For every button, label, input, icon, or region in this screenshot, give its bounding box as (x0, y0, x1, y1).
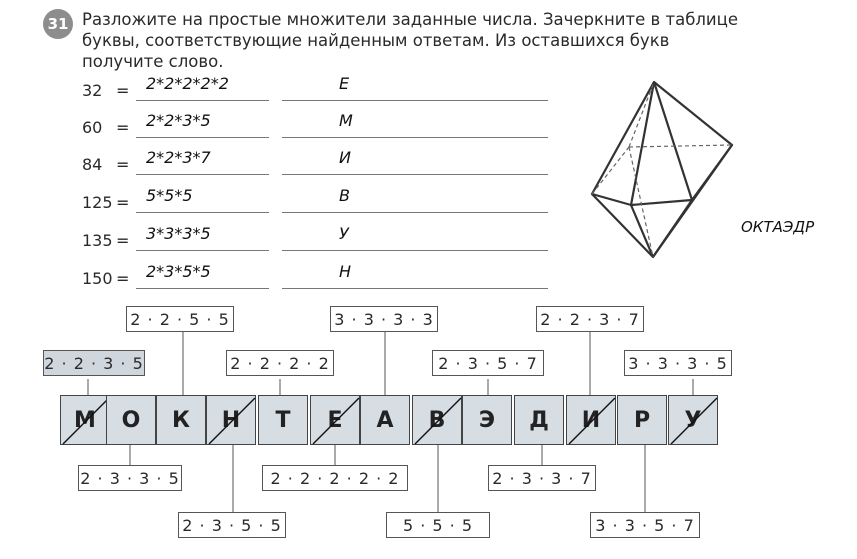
row-letter: Н (339, 262, 352, 281)
letter-cell (668, 395, 718, 445)
factor-box: 2 · 2 · 2 · 2 · 2 (262, 465, 408, 491)
factor-box: 3 · 3 · 3 · 3 (330, 306, 438, 332)
row-answer: 5*5*5 (146, 186, 193, 205)
row-letter: И (339, 148, 351, 167)
factor-box: 3 · 3 · 3 · 5 (624, 350, 732, 376)
letter-cell (206, 395, 256, 445)
equals-sign: = (116, 269, 130, 288)
factor-box: 2 · 3 · 3 · 7 (488, 465, 596, 491)
letter: А (376, 407, 394, 433)
letter: Т (275, 407, 291, 433)
factor-box: 2 · 2 · 2 · 2 (226, 350, 334, 376)
letter-cell (360, 395, 410, 445)
answer-word: ОКТАЭДР (741, 218, 815, 236)
letter: У (684, 407, 702, 433)
equals-sign: = (116, 118, 130, 137)
row-number: 150 (82, 269, 113, 288)
factor-box: 2 · 2 · 3 · 5 (43, 350, 145, 376)
cross-out-mark (311, 396, 361, 446)
cross-out-mark (567, 396, 617, 446)
letter: Р (633, 407, 651, 433)
letter: Э (478, 407, 496, 433)
cross-out-mark (669, 396, 719, 446)
factor-box: 5 · 5 · 5 (386, 512, 490, 538)
equals-sign: = (116, 193, 130, 212)
row-letter: М (339, 111, 353, 130)
row-number: 60 (82, 118, 103, 137)
factor-box: 2 · 3 · 5 · 5 (178, 512, 286, 538)
letter-cell (310, 395, 360, 445)
row-number: 135 (82, 231, 113, 250)
row-letter: У (339, 224, 349, 243)
letter: Н (221, 407, 241, 433)
row-number: 125 (82, 193, 113, 212)
task-text: Разложите на простые множители заданные числа. Зачеркните в таблице буквы, соответствующие найденным ответам. Из оставшихся букв получите слово. (82, 10, 739, 71)
letter-cell (258, 395, 308, 445)
factor-box: 2 · 2 · 5 · 5 (126, 306, 234, 332)
factor-box: 2 · 2 · 3 · 7 (536, 306, 644, 332)
letter: Е (327, 407, 343, 433)
factor-box: 2 · 3 · 3 · 5 (78, 465, 182, 491)
letter: И (581, 407, 601, 433)
factor-box: 2 · 3 · 5 · 7 (432, 350, 544, 376)
letter-cell (106, 395, 156, 445)
letter-cell (617, 395, 667, 445)
factor-box: 3 · 3 · 5 · 7 (590, 512, 700, 538)
equals-sign: = (116, 231, 130, 250)
row-letter: Е (339, 74, 350, 93)
letter-cell (462, 395, 512, 445)
letter-cell (566, 395, 616, 445)
cross-out-mark (207, 396, 257, 446)
letter: В (428, 407, 446, 433)
letter: М (74, 407, 96, 433)
letter: Д (529, 407, 549, 433)
row-letter: В (339, 186, 350, 205)
letter: О (121, 407, 141, 433)
task-number-badge: 31 (43, 9, 73, 39)
equals-sign: = (116, 81, 130, 100)
row-answer: 2*2*3*5 (146, 111, 211, 130)
letter: К (172, 407, 190, 433)
letter-cell (514, 395, 564, 445)
letter-cell (156, 395, 206, 445)
row-answer: 2*2*3*7 (146, 148, 211, 167)
cross-out-mark (61, 396, 111, 446)
row-number: 84 (82, 155, 103, 174)
cross-out-mark (413, 396, 463, 446)
equals-sign: = (116, 155, 130, 174)
row-answer: 2*2*2*2*2 (146, 74, 229, 93)
row-answer: 3*3*3*5 (146, 224, 211, 243)
letter-cell (412, 395, 462, 445)
letter-cell (60, 395, 110, 445)
row-number: 32 (82, 81, 103, 100)
row-answer: 2*3*5*5 (146, 262, 211, 281)
